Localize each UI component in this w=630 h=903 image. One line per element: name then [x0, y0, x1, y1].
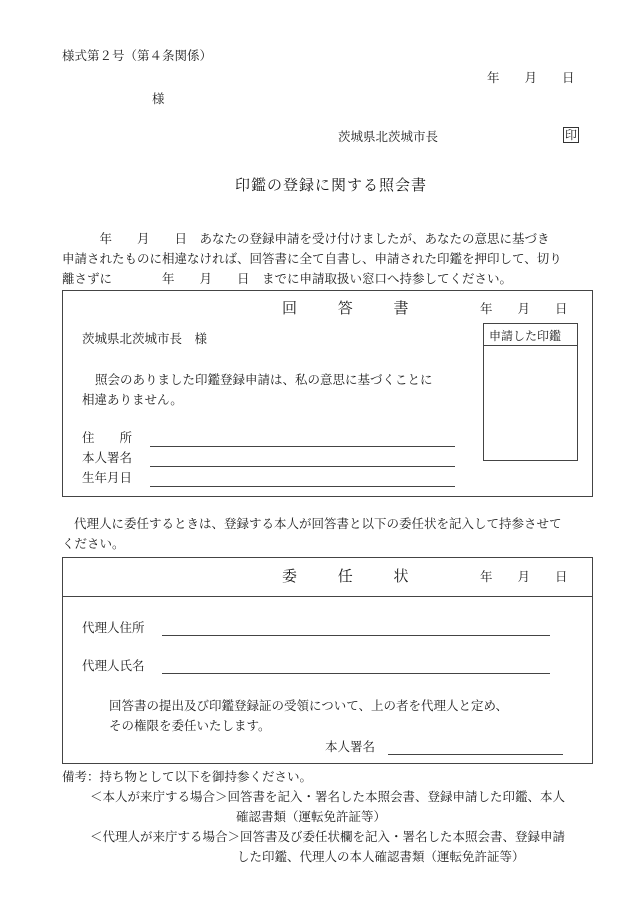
proxy-statement-line-1: 回答書の提出及び印鑑登録証の受領について、上の者を代理人と定め、 — [109, 698, 509, 713]
reply-signature-label: 本人署名 — [82, 450, 133, 465]
remarks-agent-line-1: ＜代理人が来庁する場合＞回答書及び委任状欄を記入・署名した本照会書、登録申請 — [90, 829, 566, 844]
seal-mark — [563, 127, 579, 143]
reply-birthdate-field[interactable] — [150, 486, 455, 487]
principal-signature-label: 本人署名 — [325, 739, 376, 754]
header-date: 年 月 日 — [487, 70, 575, 85]
intro-line-2: 申請されたものに相違なければ、回答書に全て自書し、申請された印鑑を押印して、切り — [62, 251, 562, 266]
seal-stamp-box-label: 申請した印鑑 — [489, 329, 562, 343]
seal-stamp-box[interactable] — [483, 323, 578, 461]
reply-birthdate-label: 生年月日 — [82, 470, 133, 485]
proxy-address-label: 代理人住所 — [82, 620, 145, 635]
reply-statement-line-2: 相違ありません。 — [82, 392, 183, 407]
proxy-title-divider — [62, 596, 593, 597]
principal-signature-field[interactable] — [388, 754, 563, 755]
reply-date: 年 月 日 — [480, 301, 568, 316]
reply-addressee: 茨城県北茨城市長 様 — [82, 331, 208, 346]
document-title: 印鑑の登録に関する照会書 — [235, 176, 428, 194]
seal-stamp-box-divider — [483, 345, 578, 346]
proxy-name-label: 代理人氏名 — [82, 658, 145, 673]
seal-mark-text: 印 — [565, 128, 578, 142]
reply-address-label: 住 所 — [82, 430, 133, 445]
issuer-name: 茨城県北茨城市長 — [338, 129, 439, 144]
reply-signature-field[interactable] — [150, 466, 455, 467]
reply-title: 回 答 書 — [282, 299, 427, 317]
proxy-title: 委 任 状 — [282, 567, 427, 585]
proxy-address-field[interactable] — [162, 635, 550, 636]
remarks-self-line-1: ＜本人が来庁する場合＞回答書を記入・署名した本照会書、登録申請した印鑑、本人 — [90, 789, 566, 804]
proxy-date: 年 月 日 — [480, 569, 568, 584]
remarks-heading: 備考：持ち物として以下を御持参ください。 — [62, 769, 313, 784]
remarks-agent-line-2: した印鑑、代理人の本人確認書類（運転免許証等） — [237, 849, 525, 864]
proxy-name-field[interactable] — [162, 673, 550, 674]
intro-line-3: 離さずに 年 月 日 までに申請取扱い窓口へ持参してください。 — [62, 271, 513, 286]
remarks-self-line-2: 確認書類（運転免許証等） — [236, 809, 387, 824]
reply-statement-line-1: 照会のありました印鑑登録申請は、私の意思に基づくことに — [95, 372, 433, 387]
proxy-note-line-1: 代理人に委任するときは、登録する本人が回答書と以下の委任状を記入して持参させて — [74, 516, 562, 531]
proxy-note-line-2: ください。 — [62, 536, 125, 551]
intro-line-1: 年 月 日 あなたの登録申請を受け付けましたが、あなたの意思に基づき — [62, 231, 550, 246]
proxy-statement-line-2: その権限を委任いたします。 — [109, 718, 271, 733]
reply-address-field[interactable] — [150, 446, 455, 447]
form-number: 様式第２号（第４条関係） — [62, 48, 213, 63]
addressee-suffix: 様 — [152, 91, 165, 106]
